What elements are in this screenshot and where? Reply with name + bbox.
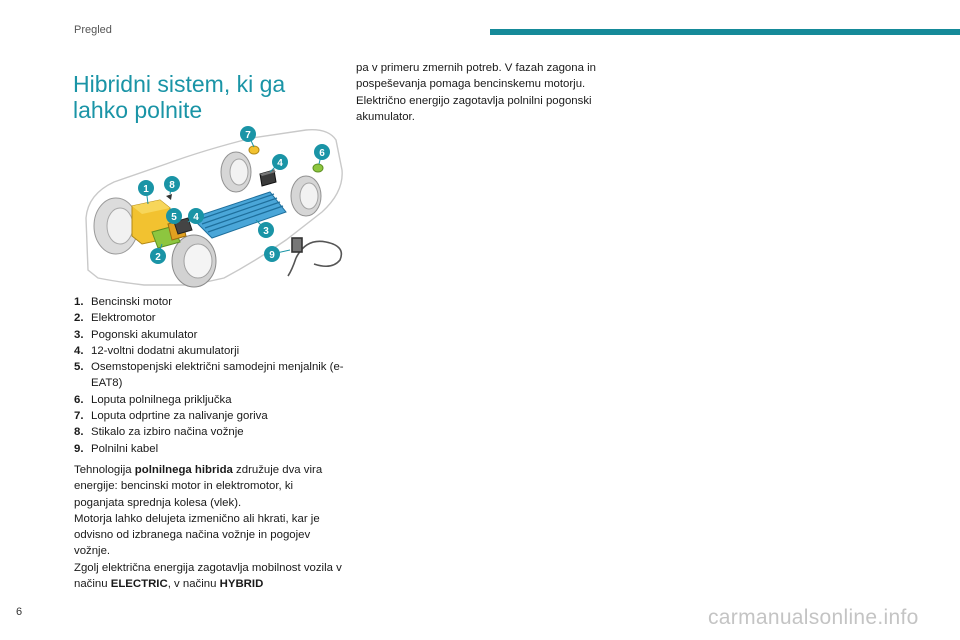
svg-text:7: 7 <box>245 130 251 141</box>
aux-battery-rear <box>260 170 276 186</box>
paragraph-technology: Tehnologija polnilnega hibrida združuje dva vira energije: bencinski motor in elektromotor, ki poganjata sprednja kolesa (vlek). <box>74 464 323 509</box>
callout-7 <box>240 126 256 147</box>
callout-4-front <box>188 208 204 224</box>
callout-5 <box>166 208 182 224</box>
component-legend <box>74 294 344 457</box>
charge-flap <box>313 164 323 172</box>
body-text-right <box>356 60 618 125</box>
legend-item: 6. Loputa polnilnega priključka <box>74 393 232 406</box>
body-text-left <box>74 462 342 592</box>
paragraph-motors: Motorja lahko delujeta izmenično ali hkrati, kar je odvisno od izbranega načina vožnje in pogojev vožnje. <box>74 512 320 558</box>
watermark: carmanualsonline.info <box>708 606 919 629</box>
callout-3 <box>256 220 274 238</box>
legend-item: 1. Bencinski motor <box>74 296 173 308</box>
svg-text:8: 8 <box>169 180 175 191</box>
paragraph-continuation: pa v primeru zmernih potreb. V fazah zagona in pospeševanja pomaga bencinskemu motorju. <box>356 62 596 91</box>
paragraph-electric-mode: Zgolj električna energija zagotavlja mobilnost vozila v načinu ELECTRIC, v načinu HYBRID <box>74 561 342 591</box>
fuel-flap <box>249 146 259 154</box>
legend-item: 9. Polnilni kabel <box>74 442 159 455</box>
svg-text:4: 4 <box>277 158 283 169</box>
front-left-wheel <box>94 198 138 254</box>
svg-text:3: 3 <box>263 226 269 237</box>
svg-text:6: 6 <box>319 148 325 159</box>
page-number: 6 <box>16 606 23 618</box>
svg-text:5: 5 <box>171 212 177 223</box>
legend-item: 8. Stikalo za izbiro načina vožnje <box>74 426 244 439</box>
callout-4-rear <box>270 154 288 172</box>
rear-right-wheel <box>291 176 321 216</box>
legend-item: 3. Pogonski akumulator <box>74 328 198 341</box>
callout-8 <box>164 176 180 194</box>
rear-left-wheel <box>221 152 251 192</box>
callout-9 <box>264 246 290 262</box>
legend-item: 7. Loputa odprtine za nalivanje goriva <box>74 410 268 423</box>
legend-item: 4. 12-voltni dodatni akumulatorji <box>74 344 240 357</box>
svg-text:9: 9 <box>269 250 275 261</box>
charging-cable <box>288 238 341 276</box>
hybrid-system-illustration <box>74 120 350 292</box>
callout-1 <box>138 180 154 204</box>
svg-text:1: 1 <box>143 184 149 195</box>
paragraph-battery: Električno energijo zagotavlja polnilni pogonski akumulator. <box>356 94 592 123</box>
svg-text:2: 2 <box>155 252 161 263</box>
header-accent-bar <box>490 29 960 35</box>
svg-text:4: 4 <box>193 212 199 223</box>
legend-item: 5. Osemstopenjski električni samodejni menjalnik (e-EAT8) <box>74 361 344 390</box>
section-label: Pregled <box>74 24 112 36</box>
callout-6 <box>314 144 330 164</box>
drive-mode-selector <box>166 194 172 200</box>
legend-item: 2. Elektromotor <box>74 312 156 325</box>
page-title: Hibridni sistem, ki ga lahko polnite <box>73 71 286 124</box>
